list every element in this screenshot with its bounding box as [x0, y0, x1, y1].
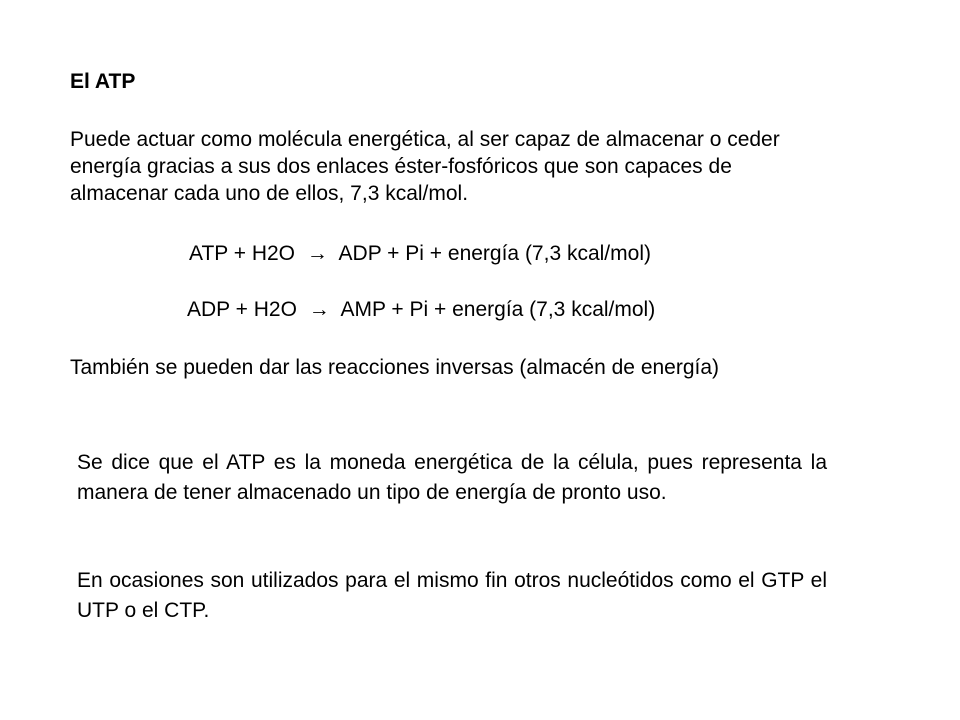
currency-paragraph	[77, 448, 827, 508]
inverse-reactions-note: También se pueden dar las reacciones inversas (almacén de energía)	[70, 356, 720, 379]
intro-paragraph	[70, 126, 830, 207]
reaction-adp-hydrolysis	[187, 297, 655, 323]
nucleotides-paragraph	[77, 566, 827, 626]
reaction-reactants: ADP + H2O	[187, 298, 297, 321]
reaction-atp-hydrolysis	[189, 241, 651, 267]
reaction-products: ADP + Pi + energía (7,3 kcal/mol)	[338, 242, 651, 265]
currency-text: Se dice que el ATP es la moneda energética de la célula, pues representa la manera de tener almacenado un tipo de energía de pronto uso.	[77, 451, 827, 504]
reaction-reactants: ATP + H2O	[189, 242, 296, 265]
arrow-right-icon: →	[306, 242, 328, 265]
intro-text: Puede actuar como molécula energética, al ser capaz de almacenar o ceder energía gracias a sus dos enlaces éster-fosfóricos que son capaces de almacenar cada uno de ellos, 7,3 kcal/mol.	[70, 128, 780, 205]
slide-title: El ATP	[70, 70, 136, 93]
nucleotides-text: En ocasiones son utilizados para el mismo fin otros nucleótidos como el GTP el UTP o el CTP.	[77, 569, 827, 622]
reaction-products: AMP + Pi + energía (7,3 kcal/mol)	[340, 298, 656, 321]
arrow-right-icon: →	[308, 298, 330, 321]
